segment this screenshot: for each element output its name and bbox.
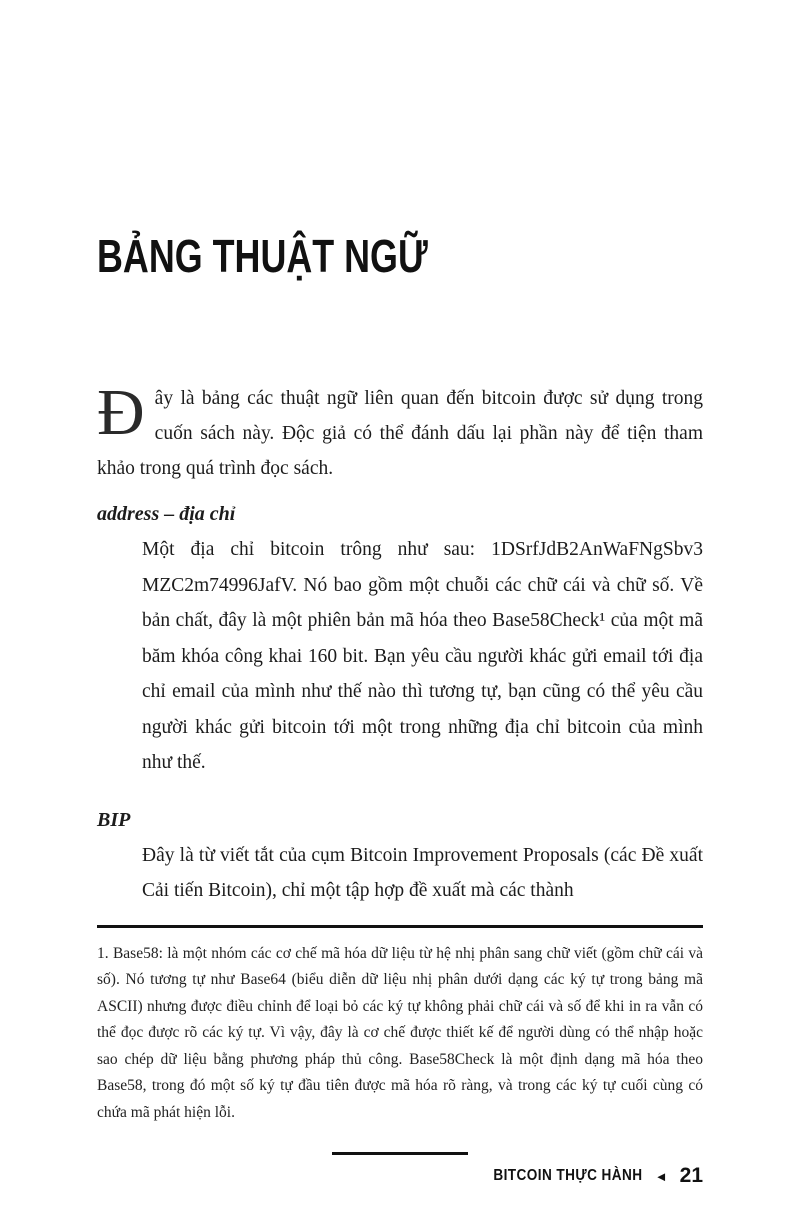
- page-number: 21: [679, 1164, 703, 1187]
- left-arrow-icon: ◄: [654, 1168, 668, 1184]
- footer-book-title: BITCOIN THỰC HÀNH: [493, 1167, 643, 1184]
- page-footer: [97, 1164, 703, 1188]
- glossary-entry-bip: [97, 803, 703, 909]
- glossary-term: BIP: [97, 808, 131, 831]
- glossary-definition: Một địa chỉ bitcoin trông như sau: 1DSrfJdB2AnWaFNgSbv3 MZC2m74996JafV. Nó bao gồm một chuỗi các chữ cái và chữ số. Về bản chất, đây là một phiên bản mã hóa theo Base58Check¹ của một mã băm khóa công khai 160 bit. Bạn yêu cầu người khác gửi email tới địa chỉ email của mình như thế nào thì tương tự, bạn cũng có thể yêu cầu người khác gửi bitcoin tới một trong những địa chỉ bitcoin của mình như thế.: [142, 539, 703, 773]
- dropcap-letter: Đ: [97, 376, 145, 449]
- footnote-separator-rule: [97, 925, 703, 928]
- intro-paragraph: [97, 376, 703, 486]
- glossary-term: address – địa chỉ: [97, 503, 236, 525]
- glossary-definition: Đây là từ viết tắt của cụm Bitcoin Improvement Proposals (các Đề xuất Cải tiến Bitcoin), chỉ một tập hợp đề xuất mà các thành: [142, 844, 703, 901]
- page-title: BẢNG THUẬT NGỮ: [97, 230, 428, 282]
- footnote-text: 1. Base58: là một nhóm các cơ chế mã hóa dữ liệu từ hệ nhị phân sang chữ viết (gồm chữ cái và số). Nó tương tự như Base64 (biểu diễn dữ liệu nhị phân dưới dạng các ký tự trong bảng mã ASCII) nhưng được điều chỉnh để loại bỏ các ký tự không phải chữ cái và số để khi in ra vẫn có thể đọc được rõ các ký tự. Vì vậy, đây là cơ chế được thiết kế để người dùng có thể nhập hoặc sao chép dữ liệu bằng phương pháp thủ công. Base58Check là một định dạng mã hóa theo Base58, trong đó một số ký tự đầu tiên được mã hóa rõ ràng, và trong các ký tự cuối cùng có chứa mã phát hiện lỗi.: [97, 944, 703, 1121]
- footer-rule: [332, 1152, 468, 1155]
- intro-text: ây là bảng các thuật ngữ liên quan đến bitcoin được sử dụng trong cuốn sách này. Độc giả có thể đánh dấu lại phần này để tiện tham khảo trong quá trình đọc sách.: [97, 388, 703, 479]
- glossary-entry-address: [97, 497, 703, 781]
